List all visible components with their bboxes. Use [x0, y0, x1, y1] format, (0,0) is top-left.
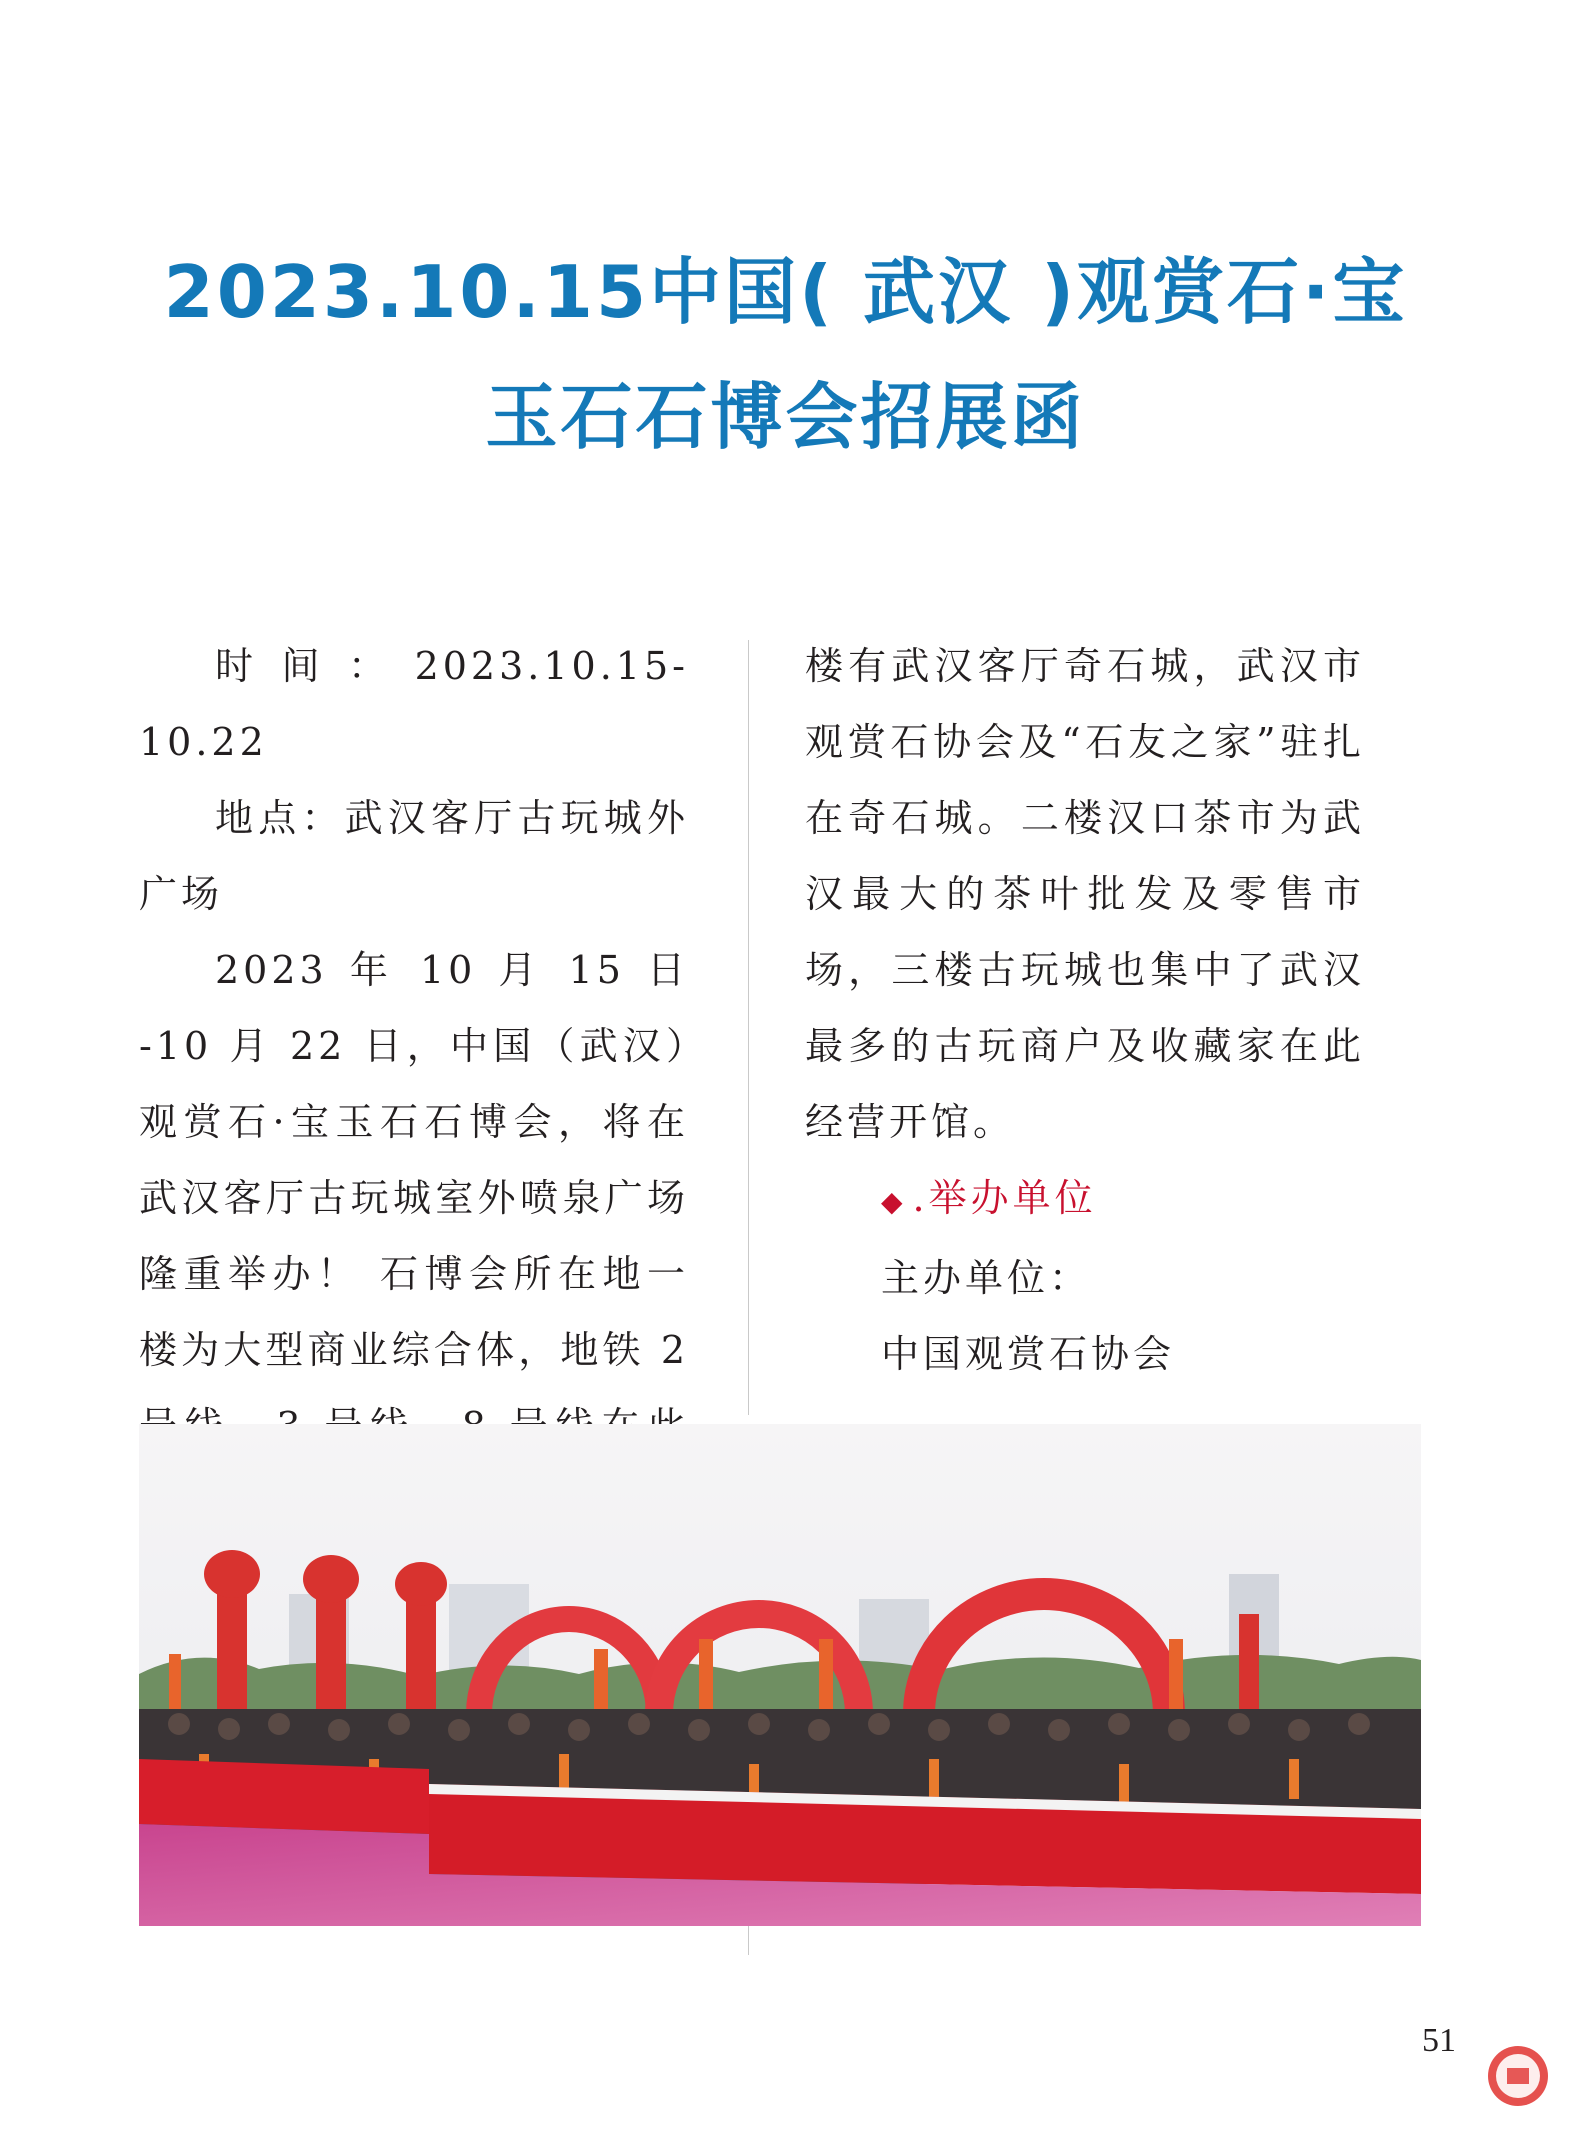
- diamond-bullet-icon: ◆: [881, 1185, 913, 1218]
- organizer-label: 主办单位：: [881, 1256, 1092, 1300]
- organizer-name: 中国观赏石协会: [881, 1332, 1176, 1376]
- section-heading-label: .举办单位: [912, 1176, 1097, 1220]
- article-title-line-2: 玉石石博会招展函: [485, 375, 1086, 459]
- column-divider: [748, 640, 749, 1415]
- event-place: 地点：武汉客厅古玩城外广场: [139, 796, 689, 916]
- page-number: 51: [1422, 2022, 1456, 2059]
- event-photo: [139, 1424, 1421, 1926]
- continued-paragraph: 楼有武汉客厅奇石城，武汉市观赏石协会及“石友之家”驻扎在奇石城。二楼汉口茶市为武汉最大的茶叶批发及零售市场，三楼古玩城也集中了武汉最多的古玩商户及收藏家在此经营开馆。: [805, 644, 1365, 1144]
- section-heading: [805, 1160, 1365, 1240]
- left-column: [139, 628, 689, 1540]
- article-title: [80, 230, 1491, 480]
- column-divider-lower: [748, 1925, 749, 1955]
- event-photo-illustration: [139, 1424, 1421, 1926]
- event-time: 时间：2023.10.15-10.22: [139, 644, 689, 764]
- right-column: [805, 628, 1365, 1392]
- watermark-seal-icon: [1483, 2038, 1553, 2118]
- intro-paragraph: 2023 年 10 月 15 日 -10 月 22 日，中国（武汉）观赏石·宝玉石石博会，将在武汉客厅古玩城室外喷泉广场隆重举办！ 石博会所在地一楼为大型商业综合体，地铁 2: [139, 948, 689, 1372]
- article-title-line-1: 2023.10.15中国( 武汉 )观赏石·宝: [163, 250, 1408, 334]
